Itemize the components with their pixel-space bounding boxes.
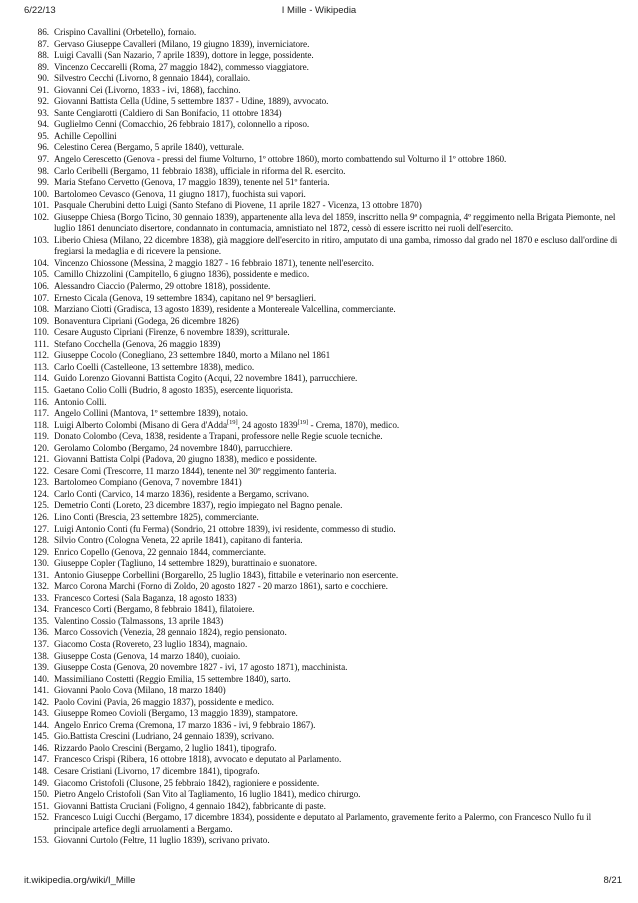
list-item-number: 95. xyxy=(37,130,49,141)
list-item-text: Cesare Cristiani (Livorno, 17 dicembre 1841), tipografo. xyxy=(54,766,260,776)
list-item-number: 86. xyxy=(37,27,49,37)
list-item-text: Carlo Coelli (Castelleone, 13 settembre 1838), medico. xyxy=(54,361,255,372)
list-item-number: 151. xyxy=(33,800,49,811)
list-item-number: 149. xyxy=(33,777,49,788)
list-item-text: Stefano Cocchella (Genova, 26 maggio 1839) xyxy=(54,338,221,349)
list-item-number: 135. xyxy=(33,615,49,626)
list-item-text: Luigi Cavalli (San Nazario, 7 aprile 1839), dottore in legge, possidente. xyxy=(54,50,314,61)
list-item-number: 90. xyxy=(37,73,49,84)
list-item-text: Giuseppe Costa (Genova, 14 marzo 1840), cuoiaio. xyxy=(54,650,241,661)
list-item xyxy=(0,50,620,62)
list-item-number: 115. xyxy=(33,384,49,395)
list-item-text: Antonio Colli. xyxy=(54,396,107,407)
list-item-text: Silvio Contro (Cologna Veneta, 22 aprile 1841), capitano di fanteria. xyxy=(54,535,303,546)
list-item xyxy=(0,408,620,420)
list-item-text: Bonaventura Cipriani (Godega, 26 dicembre 1826) xyxy=(54,315,239,326)
list-item-text: Liberio Chiesa (Milano, 22 dicembre 1838), già maggiore dell'esercito in ritiro, amputato di una gamba, rimosso dal grado nel 1870 e escluso dall'ordine di fregiarsi la medaglia e di ricevere la pensione. xyxy=(54,234,618,257)
list-item-text: Giovanni Battista Cruciani (Foligno, 4 gennaio 1842), fabbricante di paste. xyxy=(54,800,326,811)
list-item-text: Marziano Ciotti (Gradisca, 13 agosto 1839), residente a Montereale Valcellina, commerciante. xyxy=(54,304,396,315)
list-item-number: 88. xyxy=(37,50,49,61)
list-item-number: 109. xyxy=(33,315,49,326)
list-item xyxy=(0,131,620,143)
list-item-number: 146. xyxy=(33,742,49,753)
print-footer xyxy=(0,875,638,889)
list-item-number: 104. xyxy=(33,257,49,268)
list-item-text: Giovanni Cei (Livorno, 1833 - ivi, 1868), facchino. xyxy=(54,84,241,95)
list-item-number: 97. xyxy=(37,154,49,165)
list-item-number: 123. xyxy=(33,477,49,488)
list-item-number: 134. xyxy=(33,604,49,615)
list-item xyxy=(0,535,620,547)
list-item-text: Vincenzo Chiossone (Messina, 2 maggio 1827 - 16 febbraio 1871), tenente nell'esercito. xyxy=(54,257,374,268)
list-item-number: 101. xyxy=(33,200,49,211)
list-item xyxy=(0,373,620,385)
list-item xyxy=(0,697,620,709)
volunteer-list xyxy=(0,27,620,847)
list-item-number: 125. xyxy=(33,500,49,511)
list-item xyxy=(0,177,620,189)
list-item-number: 117. xyxy=(33,408,49,419)
list-item-text: Francesco Corti (Bergamo, 8 febbraio 1841), filatoiere. xyxy=(54,604,255,615)
list-item xyxy=(0,154,620,166)
list-item xyxy=(0,166,620,178)
list-item xyxy=(0,431,620,443)
citation-link[interactable]: [19] xyxy=(297,418,309,426)
list-item xyxy=(0,604,620,616)
list-item-number: 110. xyxy=(33,327,49,338)
list-item-text: Carlo Conti (Carvico, 14 marzo 1836), residente a Bergamo, scrivano. xyxy=(54,488,309,499)
list-item xyxy=(0,269,620,281)
list-item-text: Giacomo Costa (Rovereto, 23 luglio 1834), magnaio. xyxy=(54,638,248,649)
list-item-number: 142. xyxy=(33,696,49,707)
list-item-text: Pietro Angelo Cristofoli (San Vito al Tagliamento, 16 luglio 1841), medico chirurgo. xyxy=(54,789,361,800)
list-item-number: 150. xyxy=(33,789,49,800)
list-item-number: 148. xyxy=(33,766,49,776)
list-item xyxy=(0,73,620,85)
list-item-number: 126. xyxy=(33,511,49,522)
list-item-number: 147. xyxy=(33,754,49,765)
list-item-text: Marco Cossovich (Venezia, 28 gennaio 1824), regio pensionato. xyxy=(54,627,287,638)
list-item xyxy=(0,651,620,663)
list-item-text: Gaetano Colio Colli (Budrio, 8 agosto 1835), esercente liquorista. xyxy=(54,384,293,395)
list-item xyxy=(0,189,620,201)
list-item xyxy=(0,512,620,524)
list-item xyxy=(0,558,620,570)
list-item-text: Gervaso Giuseppe Cavalleri (Milano, 19 giugno 1839), inverniciatore. xyxy=(54,38,310,49)
list-item-number: 130. xyxy=(33,558,49,569)
list-item xyxy=(0,316,620,328)
list-item xyxy=(0,443,620,455)
list-item-number: 145. xyxy=(33,731,49,742)
list-item xyxy=(0,39,620,51)
list-item-text: Giuseppe Chiesa (Borgo Ticino, 30 gennaio 1839), appartenente alla leva del 1859, inscritto nella 9ª compagnia, 4º reggimento nella Brigata Piemonte, nel luglio 1861 denunciato disertore, condannato in contumacia, amnistiato nel 1872, cessò di essere iscritto nei ruoli dell'esercito. xyxy=(54,211,616,234)
list-item-text: Angelo Enrico Crema (Cremona, 17 marzo 1836 - ivi, 9 febbraio 1867). xyxy=(54,719,316,730)
list-item-text: Francesco Luigi Cucchi (Bergamo, 17 dicembre 1834), possidente e deputato al Parlamento, gravemente ferito a Palermo, con Francesco Nullo fu il principale artefice degli arruolamenti a Bergamo. xyxy=(54,812,592,834)
list-item xyxy=(0,547,620,559)
list-item xyxy=(0,304,620,316)
list-item-number: 120. xyxy=(33,442,49,453)
list-item-text: Rizzardo Paolo Crescini (Bergamo, 2 luglio 1841), tipografo. xyxy=(54,742,277,753)
list-item-text: Sante Cengiarotti (Caldiero di San Bonifacio, 11 ottobre 1834) xyxy=(54,107,282,118)
list-item-text: Cesare Augusto Cipriani (Firenze, 6 novembre 1839), scritturale. xyxy=(54,327,290,338)
list-item-number: 122. xyxy=(33,465,49,476)
list-item xyxy=(0,708,620,720)
list-item xyxy=(0,674,620,686)
list-item xyxy=(0,420,620,432)
list-item-number: 136. xyxy=(33,627,49,638)
list-item xyxy=(0,258,620,270)
list-item-text: Carlo Ceribelli (Bergamo, 11 febbraio 1838), ufficiale in riforma del R. esercito. xyxy=(54,165,346,176)
list-item xyxy=(0,281,620,293)
list-item-text: Lino Conti (Brescia, 23 settembre 1825), commerciante. xyxy=(54,511,259,522)
list-item xyxy=(0,731,620,743)
list-item xyxy=(0,593,620,605)
list-item-text: Giovanni Curtolo (Feltre, 11 luglio 1839), scrivano privato. xyxy=(54,835,270,846)
list-item-number: 152. xyxy=(33,812,49,823)
list-item-text: Luigi Alberto Colombi (Misano di Gera d'Adda xyxy=(54,419,227,430)
page-number: 8/21 xyxy=(603,875,622,886)
list-item-text: Silvestro Cecchi (Livorno, 8 gennaio 1844), corallaio. xyxy=(54,73,251,84)
list-item xyxy=(0,235,620,258)
list-item-text: Giuseppe Romeo Covioli (Bergamo, 13 maggio 1839), stampatore. xyxy=(54,708,298,719)
list-item-number: 137. xyxy=(33,638,49,649)
list-item-number: 129. xyxy=(33,546,49,557)
list-item-number: 121. xyxy=(33,454,49,465)
list-item-text: Luigi Antonio Conti (fu Ferma) (Sondrio, 21 ottobre 1839), ivi residente, commesso di studio. xyxy=(54,523,396,534)
list-item-number: 89. xyxy=(37,61,49,72)
list-item-text: Guido Lorenzo Giovanni Battista Cogito (Acqui, 22 novembre 1841), parrucchiere. xyxy=(54,373,358,384)
list-item-number: 138. xyxy=(33,650,49,661)
list-item xyxy=(0,119,620,131)
list-item-text: Giuseppe Costa (Genova, 20 novembre 1827 - ivi, 17 agosto 1871), macchinista. xyxy=(54,662,348,673)
list-item-text: Pasquale Cherubini detto Luigi (Santo Stefano di Piovene, 11 aprile 1827 - Vicenza, 13 ottobre 1870) xyxy=(54,200,422,211)
list-item-text: Giovanni Battista Cella (Udine, 5 settembre 1837 - Udine, 1889), avvocato. xyxy=(54,96,329,107)
list-item-text: Giovanni Paolo Cova (Milano, 18 marzo 1840) xyxy=(54,685,226,696)
list-item xyxy=(0,466,620,478)
list-item-number: 105. xyxy=(33,269,49,280)
list-item xyxy=(0,397,620,409)
list-item xyxy=(0,812,620,835)
list-item-text: Gerolamo Colombo (Bergamo, 24 novembre 1840), parrucchiere. xyxy=(54,442,293,453)
list-item-text: Demetrio Conti (Loreto, 23 dicembre 1837), regio impiegato nel Bagno penale. xyxy=(54,500,343,511)
list-item-text: , 24 agosto 1839 xyxy=(237,419,298,430)
list-item-number: 124. xyxy=(33,488,49,499)
list-item-text: Angelo Collini (Mantova, 1º settembre 1839), notaio. xyxy=(54,408,248,419)
list-item-number: 118. xyxy=(33,419,49,430)
list-item-text: Camillo Chizzolini (Campitello, 6 giugno 1836), possidente e medico. xyxy=(54,269,310,280)
list-item-text: Giuseppe Cocolo (Conegliano, 23 settembre 1840, morto a Milano nel 1861 xyxy=(54,350,331,361)
list-item xyxy=(0,85,620,97)
list-item-text: Achille Cepollini xyxy=(54,130,117,141)
list-item-text: Bartolomeo Compiano (Genova, 7 novembre 1841) xyxy=(54,477,242,488)
list-item xyxy=(0,200,620,212)
list-item-number: 93. xyxy=(37,107,49,118)
list-item xyxy=(0,477,620,489)
list-item-number: 99. xyxy=(37,177,49,188)
list-item-number: 108. xyxy=(33,304,49,315)
list-item-text: Crispino Cavallini (Orbetello), fornaio. xyxy=(54,27,197,37)
list-item-number: 143. xyxy=(33,708,49,719)
list-item-text: Valentino Cossio (Talmassons, 13 aprile 1843) xyxy=(54,615,224,626)
list-item-number: 131. xyxy=(33,569,49,580)
list-item-text: Bartolomeo Cevasco (Genova, 11 giugno 1817), fuochista sui vapori. xyxy=(54,188,306,199)
list-item-text: Donato Colombo (Ceva, 1838, residente a Trapani, professore nelle Regie scuole tecniche. xyxy=(54,431,383,442)
list-item xyxy=(0,789,620,801)
list-item xyxy=(0,385,620,397)
list-item xyxy=(0,454,620,466)
list-item-number: 113. xyxy=(33,361,49,372)
list-item-text: Marco Corona Marchi (Forno di Zoldo, 20 agosto 1827 - 20 marzo 1861), sarto e cocchiere. xyxy=(54,581,388,592)
list-item-number: 107. xyxy=(33,292,49,303)
list-item xyxy=(0,581,620,593)
list-item-number: 127. xyxy=(33,523,49,534)
list-item xyxy=(0,489,620,501)
list-item-text: Gio.Battista Crescini (Ludriano, 24 gennaio 1839), scrivano. xyxy=(54,731,275,742)
list-item-text: Francesco Cortesi (Sala Baganza, 18 agosto 1833) xyxy=(54,592,237,603)
list-item-text: Massimiliano Costetti (Reggio Emilia, 15 settembre 1840), sarto. xyxy=(54,673,291,684)
page-title: I Mille - Wikipedia xyxy=(281,5,357,16)
list-item-text: Maria Stefano Cervetto (Genova, 17 maggio 1839), tenente nel 51º fanteria. xyxy=(54,177,330,188)
list-item xyxy=(0,754,620,766)
list-item xyxy=(0,616,620,628)
list-item-number: 119. xyxy=(33,431,49,442)
list-item xyxy=(0,500,620,512)
list-item xyxy=(0,524,620,536)
list-item-text: Alessandro Ciaccio (Palermo, 29 ottobre 1818), possidente. xyxy=(54,281,271,292)
list-item xyxy=(0,685,620,697)
list-item-text: Vincenzo Ceccarelli (Roma, 27 maggio 1842), commesso viaggiatore. xyxy=(54,61,309,72)
list-item-text: Giacomo Cristofoli (Clusone, 25 febbraio 1842), ragioniere e possidente. xyxy=(54,777,320,788)
print-date: 6/22/13 xyxy=(24,5,56,16)
list-item-text: Giuseppe Copler (Tagliuno, 14 settembre 1829), burattinaio e suonatore. xyxy=(54,558,317,569)
list-item xyxy=(0,212,620,235)
list-item-text: Cesare Comi (Trescorre, 11 marzo 1844), tenente nel 30º reggimento fanteria. xyxy=(54,465,337,476)
list-item-number: 116. xyxy=(33,396,49,407)
list-item-number: 100. xyxy=(33,188,49,199)
list-item xyxy=(0,835,620,847)
list-item xyxy=(0,293,620,305)
list-item xyxy=(0,639,620,651)
list-item-text: - Crema, 1870), medico. xyxy=(308,419,400,430)
list-item xyxy=(0,339,620,351)
list-item xyxy=(0,362,620,374)
list-item-number: 133. xyxy=(33,592,49,603)
list-item-number: 92. xyxy=(37,96,49,107)
list-item-number: 114. xyxy=(33,373,49,384)
list-item-text: Guglielmo Cenni (Comacchio, 26 febbraio 1817), colonnello a riposo. xyxy=(54,119,310,130)
list-item-number: 98. xyxy=(37,165,49,176)
list-item-text: Paolo Covini (Pavia, 26 maggio 1837), possidente e medico. xyxy=(54,696,274,707)
list-item xyxy=(0,801,620,813)
citation-link[interactable]: [19] xyxy=(226,418,238,426)
list-item-number: 128. xyxy=(33,535,49,546)
list-item xyxy=(0,743,620,755)
list-item xyxy=(0,778,620,790)
list-item-number: 132. xyxy=(33,581,49,592)
list-item-text: Celestino Cerea (Bergamo, 5 aprile 1840), vetturale. xyxy=(54,142,244,153)
list-item xyxy=(0,62,620,74)
list-item-number: 111. xyxy=(33,338,49,349)
list-item xyxy=(0,142,620,154)
list-item-number: 106. xyxy=(33,281,49,292)
list-item-text: Antonio Giuseppe Corbellini (Borgarello, 25 luglio 1843), fittabile e veterinario non esercente. xyxy=(54,569,399,580)
list-item-number: 102. xyxy=(33,211,49,222)
list-item-text: Ernesto Cicala (Genova, 19 settembre 1834), capitano nel 9º bersaglieri. xyxy=(54,292,317,303)
list-item-text: Giovanni Battista Colpi (Padova, 20 giugno 1838), medico e possidente. xyxy=(54,454,317,465)
list-item-number: 141. xyxy=(33,685,49,696)
print-header xyxy=(0,5,638,19)
list-item-text: Enrico Copello (Genova, 22 gennaio 1844, commerciante. xyxy=(54,546,266,557)
list-item-number: 139. xyxy=(33,662,49,673)
list-item-text: Francesco Crispi (Ribera, 16 ottobre 1818), avvocato e deputato al Parlamento. xyxy=(54,754,342,765)
list-item xyxy=(0,350,620,362)
list-item-number: 112. xyxy=(33,350,49,361)
list-item-number: 94. xyxy=(37,119,49,130)
list-item-text: Angelo Cerescetto (Genova - pressi del fiume Volturno, 1º ottobre 1860), morto combattendo sul Volturno il 1º ottobre 1860. xyxy=(54,154,507,165)
list-item-number: 140. xyxy=(33,673,49,684)
list-item xyxy=(0,27,620,39)
list-item xyxy=(0,766,620,778)
list-item-number: 87. xyxy=(37,38,49,49)
list-item-number: 153. xyxy=(33,835,49,846)
list-item xyxy=(0,108,620,120)
list-item xyxy=(0,96,620,108)
list-item-number: 103. xyxy=(33,234,49,245)
list-item xyxy=(0,570,620,582)
page-url: it.wikipedia.org/wiki/I_Mille xyxy=(24,875,136,886)
list-item xyxy=(0,627,620,639)
list-item-number: 96. xyxy=(37,142,49,153)
list-item-number: 91. xyxy=(37,84,49,95)
list-item xyxy=(0,662,620,674)
list-item xyxy=(0,720,620,732)
list-item xyxy=(0,327,620,339)
list-item-number: 144. xyxy=(33,719,49,730)
